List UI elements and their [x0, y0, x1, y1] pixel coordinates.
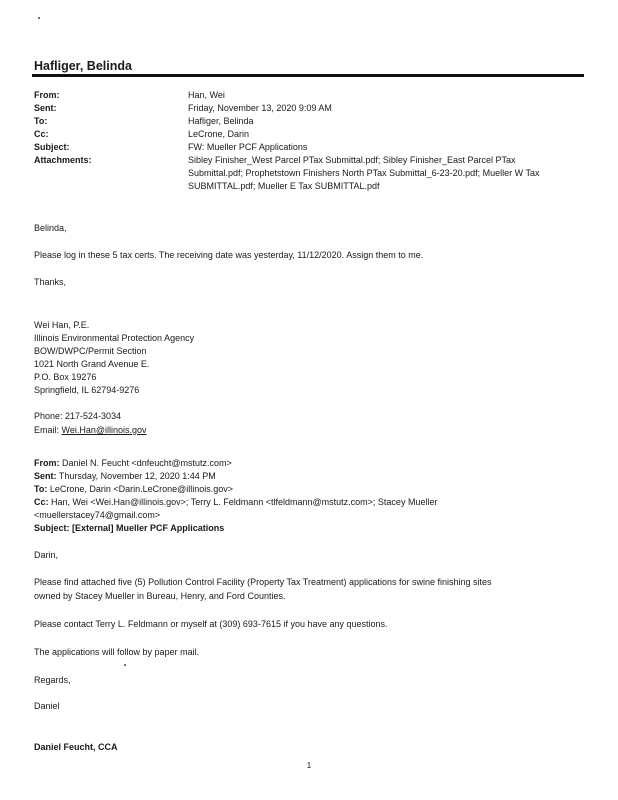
mailbox-owner-title: Hafliger, Belinda [34, 59, 132, 73]
fwd-mail-note: The applications will follow by paper mail. [34, 647, 200, 657]
fwd-regards: Regards, [34, 675, 71, 685]
attachments-label: Attachments: [34, 155, 92, 165]
subject-value: FW: Mueller PCF Applications [188, 142, 308, 152]
signature-name: Wei Han, P.E. [34, 320, 90, 330]
attachment-line[interactable]: Submittal.pdf; Prophetstown Finishers North PTax Submittal_6-23-20.pdf; Mueller W Tax [188, 168, 540, 178]
greeting: Belinda, [34, 223, 67, 233]
fwd-sender-name: Daniel [34, 701, 60, 711]
fwd-from [34, 457, 594, 469]
attachment-line[interactable]: Sibley Finisher_West Parcel PTax Submittal.pdf; Sibley Finisher_East Parcel PTax [188, 155, 516, 165]
fwd-signature: Daniel Feucht, CCA [34, 742, 118, 752]
fwd-greeting: Darin, [34, 550, 59, 560]
fwd-to [34, 483, 594, 495]
from-value: Han, Wei [188, 90, 225, 100]
page-number: 1 [306, 761, 312, 770]
cc-value: LeCrone, Darin [188, 129, 250, 139]
fwd-cc [34, 496, 594, 508]
sent-label: Sent: [34, 103, 57, 113]
fwd-cc-value: Han, Wei <Wei.Han@illinois.gov>; Terry L. Feldmann <tlfeldmann@mstutz.com>; Stacey Mueller [48, 497, 438, 507]
signature-org: Illinois Environmental Protection Agency [34, 333, 195, 343]
fwd-to-value: LeCrone, Darin <Darin.LeCrone@illinois.gov> [47, 484, 234, 494]
fwd-cc-cont: <muellerstacey74@gmail.com> [34, 510, 161, 520]
sent-value: Friday, November 13, 2020 9:09 AM [188, 103, 332, 113]
fwd-body: Please find attached five (5) Pollution Control Facility (Property Tax Treatment) applications for swine finishing sites [34, 577, 492, 587]
email-label: Email: [34, 425, 62, 435]
fwd-subject-label: Subject: [34, 523, 70, 533]
fwd-sent-value: Thursday, November 12, 2020 1:44 PM [56, 471, 216, 481]
signature-phone: Phone: 217-524-3034 [34, 411, 122, 421]
subject-label: Subject: [34, 142, 70, 152]
closing: Thanks, [34, 277, 67, 287]
fwd-sent-label: Sent: [34, 471, 57, 481]
fwd-from-label: From: [34, 458, 60, 468]
to-label: To: [34, 116, 48, 126]
email-link[interactable]: Wei.Han@illinois.gov [61, 425, 147, 435]
fwd-to-label: To: [34, 484, 48, 494]
to-value: Hafliger, Belinda [188, 116, 254, 126]
fwd-body: owned by Stacey Mueller in Bureau, Henry, and Ford Counties. [34, 591, 286, 601]
fwd-cc-label: Cc: [34, 497, 49, 507]
fwd-sent [34, 470, 594, 482]
signature-email [34, 424, 594, 436]
fwd-subject [34, 522, 594, 534]
scan-speck [38, 17, 40, 19]
signature-address: Springfield, IL 62794-9276 [34, 385, 140, 395]
fwd-subject-value: [External] Mueller PCF Applications [69, 523, 225, 533]
signature-address: 1021 North Grand Avenue E. [34, 359, 150, 369]
signature-dept: BOW/DWPC/Permit Section [34, 346, 147, 356]
fwd-from-value: Daniel N. Feucht <dnfeucht@mstutz.com> [59, 458, 232, 468]
signature-address: P.O. Box 19276 [34, 372, 97, 382]
from-label: From: [34, 90, 60, 100]
fwd-contact: Please contact Terry L. Feldmann or myself at (309) 693-7615 if you have any questions. [34, 619, 388, 629]
attachment-line[interactable]: SUBMITTAL.pdf; Mueller E Tax SUBMITTAL.pdf [188, 181, 380, 191]
message-body: Please log in these 5 tax certs. The receiving date was yesterday, 11/12/2020. Assign them to me. [34, 250, 424, 260]
title-divider [32, 74, 584, 77]
cc-label: Cc: [34, 129, 49, 139]
scan-speck [124, 664, 126, 666]
